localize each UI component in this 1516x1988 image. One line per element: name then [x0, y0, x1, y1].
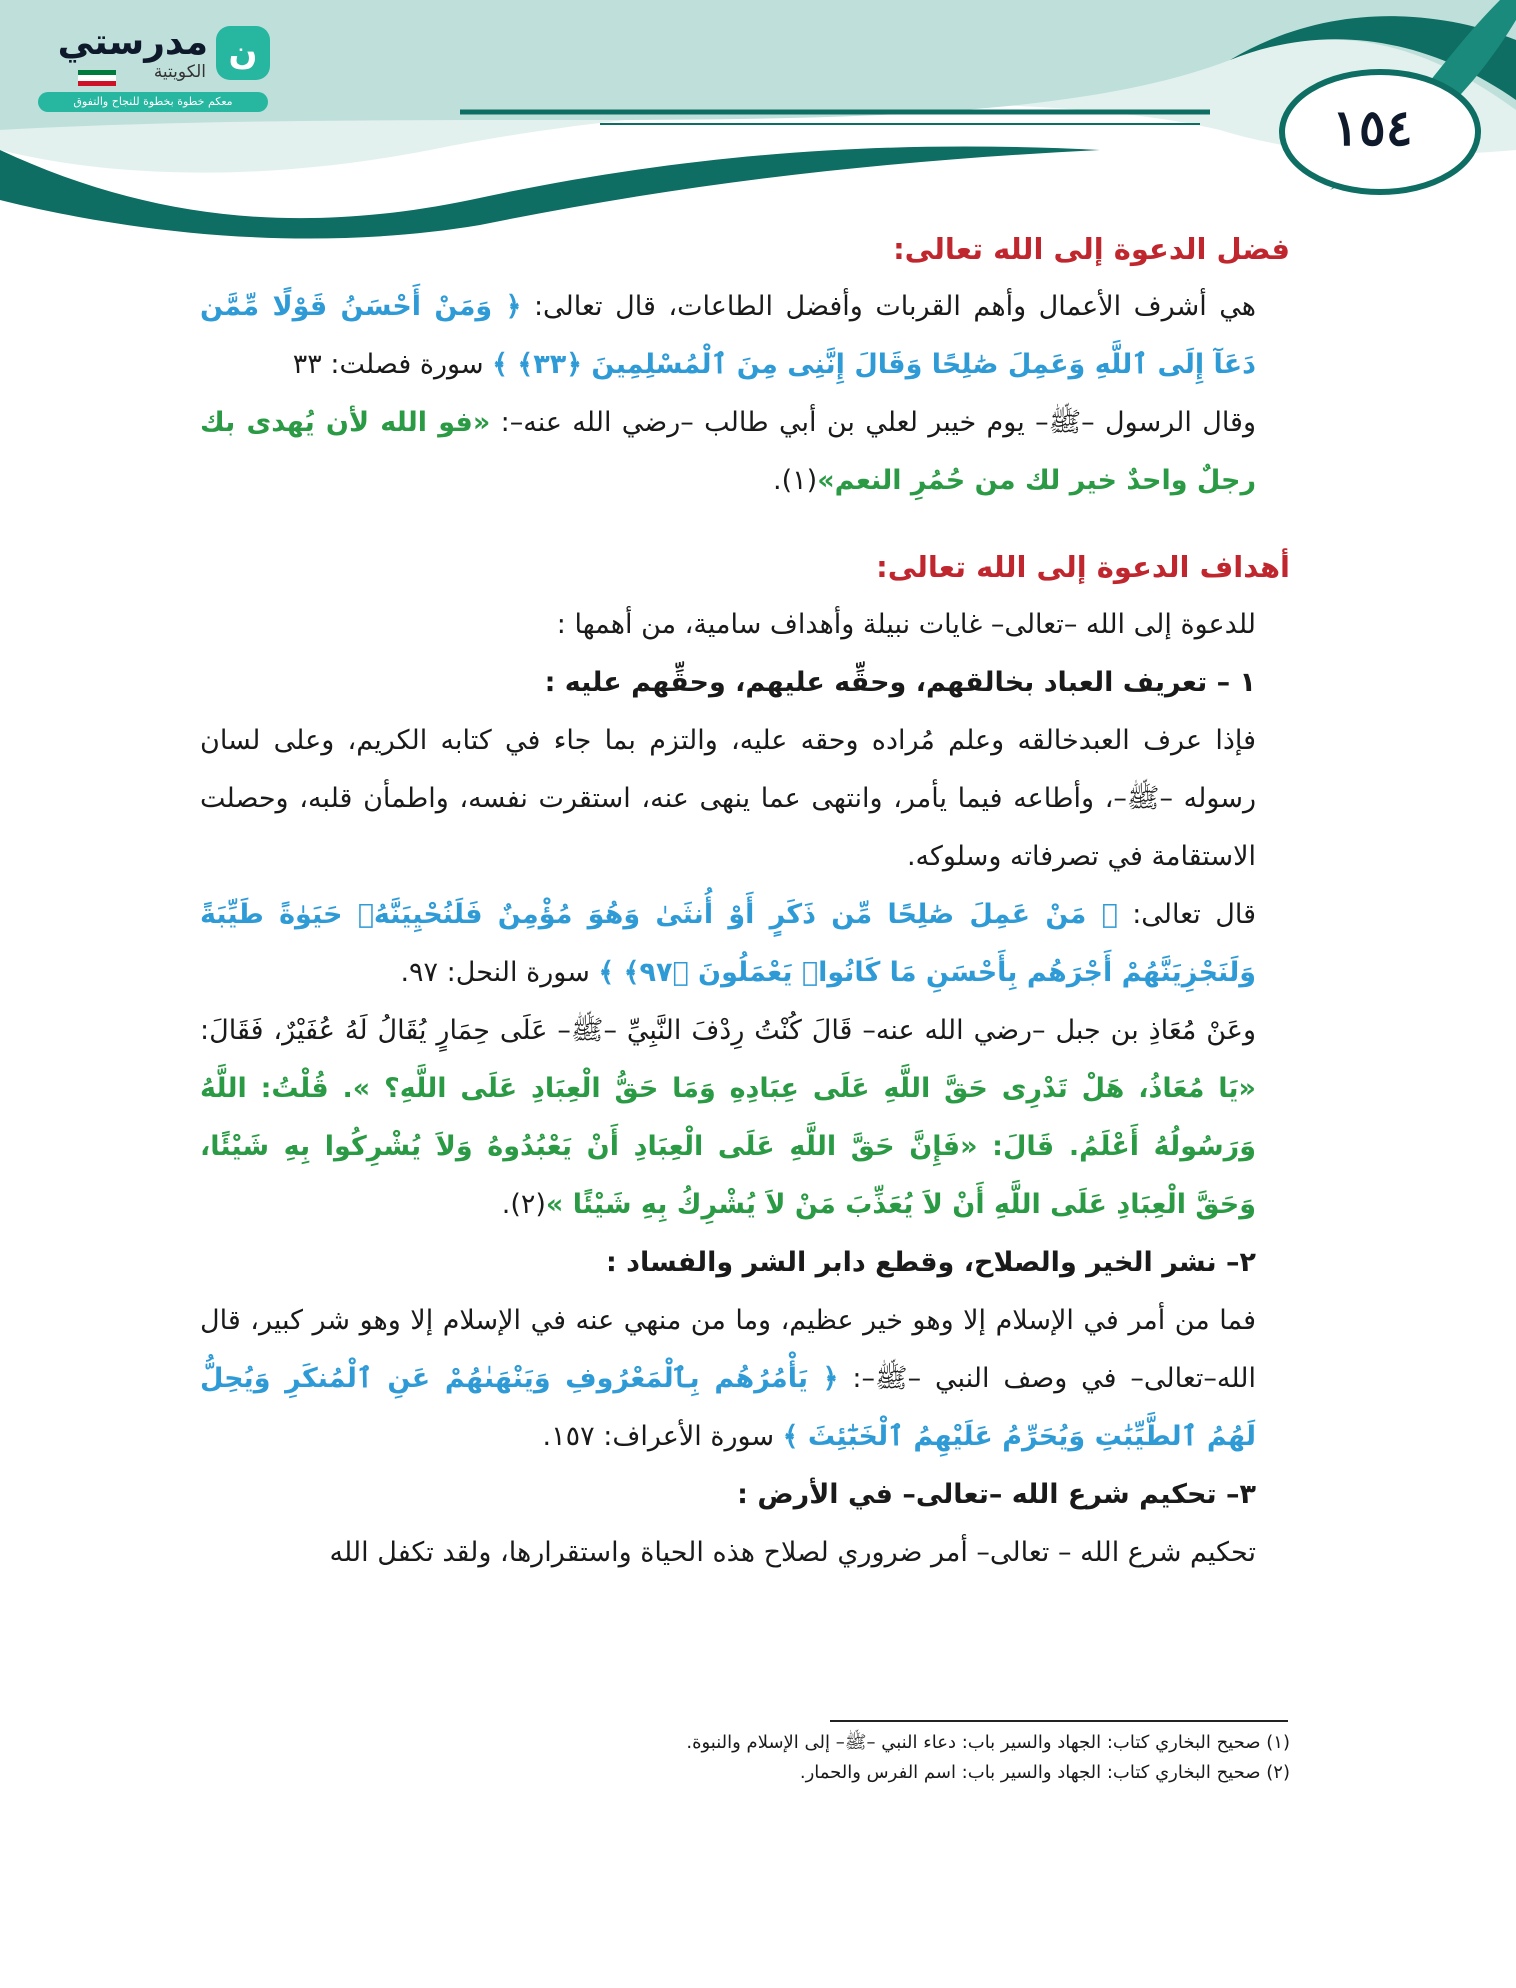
- section-virtue: [200, 232, 1290, 510]
- goal-2-title: ٢– نشر الخير والصلاح، وقطع دابر الشر والفساد :: [605, 1247, 1256, 1278]
- paragraph-text: وقال الرسول –ﷺ– يوم خيبر لعلي بن أبي طالب –رضي الله عنه–:: [490, 407, 1256, 438]
- goal-1-body: فإذا عرف العبدخالقه وعلم مُراده وحقه عليه، والتزم بما جاء في كتابه الكريم، وعلى لسان رسوله –ﷺ–، وأطاعه فيما يأمر، وانتهى عما ينهى عنه، استقرت نفسه، واطمأن قلبه، وحصلت الاستقامة في تصرفاته وسلوكه.: [200, 725, 1256, 872]
- goal-3-title: ٣– تحكيم شرع الله –تعالى– في الأرض :: [737, 1479, 1256, 1510]
- site-logo[interactable]: [38, 22, 268, 110]
- paragraph-text: قال تعالى:: [1117, 899, 1256, 930]
- goals-intro: للدعوة إلى الله –تعالى– غايات نبيلة وأهداف سامية، من أهمها :: [556, 609, 1256, 640]
- verse-reference: سورة النحل: ٩٧.: [400, 957, 599, 988]
- footnotes: [200, 1728, 1290, 1788]
- goal-1-title: ١ – تعريف العباد بخالقهم، وحقِّه عليهم، وحقِّهم عليه :: [544, 667, 1256, 698]
- page-number: ١٥٤: [1332, 98, 1413, 157]
- kuwait-flag-icon: [78, 70, 116, 86]
- goal-1-verse: [200, 886, 1290, 1002]
- logo-tagline: معكم خطوة بخطوة للنجاح والتفوق: [38, 92, 268, 112]
- logo-subtitle: الكويتية: [153, 62, 206, 82]
- verse-reference: سورة فصلت: ٣٣: [292, 349, 493, 380]
- page-content: [200, 232, 1290, 1622]
- footnote-marker: (٢).: [501, 1189, 546, 1220]
- paragraph-text: وعَنْ مُعَاذِ بن جبل –رضي الله عنه– قَالَ كُنْتُ رِدْفَ النَّبِيِّ –ﷺ– عَلَى حِمَارٍ يُقَالُ لَهُ عُفَيْرٌ، فَقَالَ:: [200, 1015, 1256, 1046]
- footnote-divider: [830, 1720, 1288, 1722]
- quran-verse: ﴿ وَمَنْ أَحْسَنُ قَوْلًا مِّمَّن دَعَآ إِلَى ٱللَّهِ وَعَمِلَ صَٰلِحًا وَقَالَ إِنَّنِى مِنَ ٱلْمُسْلِمِينَ ﴿٣٣﴾ ﴾: [200, 291, 1256, 380]
- goal-3-body: تحكيم شرع الله – تعالى– أمر ضروري لصلاح هذه الحياة واستقرارها، ولقد تكفل الله: [329, 1537, 1256, 1568]
- logo-name: مدرستي: [57, 22, 208, 63]
- paragraph-text: هي أشرف الأعمال وأهم القربات وأفضل الطاعات، قال تعالى:: [521, 291, 1256, 322]
- paragraph-virtue-2: [200, 394, 1290, 510]
- section-title-goals: أهداف الدعوة إلى الله تعالى:: [876, 550, 1290, 584]
- logo-badge-icon: ن: [216, 26, 270, 80]
- footnote-marker: (١).: [773, 465, 818, 496]
- hadith-text: «فو الله لأن يُهدى بك رجلٌ واحدٌ خير لك من حُمُرِ النعم»: [200, 407, 1256, 496]
- goal-1-hadith: [200, 1002, 1290, 1234]
- footnote-2: (٢) صحيح البخاري كتاب: الجهاد والسير باب: اسم الفرس والحمار.: [799, 1762, 1290, 1783]
- goal-2-body: [200, 1292, 1290, 1466]
- section-title-virtue: فضل الدعوة إلى الله تعالى:: [893, 232, 1290, 266]
- section-goals: [200, 550, 1290, 1582]
- quran-verse: ﴿ مَنْ عَمِلَ صَٰلِحًا مِّن ذَكَرٍ أَوْ أُنثَىٰ وَهُوَ مُؤْمِنٌ فَلَنُحْيِيَنَّهُۥ حَيَوٰةً طَيِّبَةً وَلَنَجْزِيَنَّهُمْ أَجْرَهُم بِأَحْسَنِ مَا كَانُوا۟ يَعْمَلُونَ ﴿٩٧﴾ ﴾: [200, 899, 1256, 988]
- paragraph-text: فما من أمر في الإسلام إلا وهو خير عظيم، وما من منهي عنه في الإسلام إلا وهو شر كبير، قال الله–تعالى– في وصف النبي –ﷺ–:: [200, 1305, 1256, 1394]
- hadith-text: «يَا مُعَاذُ، هَلْ تَدْرِى حَقَّ اللَّهِ عَلَى عِبَادِهِ وَمَا حَقُّ الْعِبَادِ عَلَى اللَّهِ؟ ». قُلْتُ: اللَّهُ وَرَسُولُهُ أَعْلَمُ. قَالَ: «فَإِنَّ حَقَّ اللَّهِ عَلَى الْعِبَادِ أَنْ يَعْبُدُوهُ وَلاَ يُشْرِكُوا بِهِ شَيْئًا، وَحَقَّ الْعِبَادِ عَلَى اللَّهِ أَنْ لاَ يُعَذِّبَ مَنْ لاَ يُشْرِكُ بِهِ شَيْئًا »: [200, 1073, 1256, 1220]
- footnote-1: (١) صحيح البخاري كتاب: الجهاد والسير باب: دعاء النبي –ﷺ– إلى الإسلام والنبوة.: [686, 1732, 1290, 1753]
- quran-verse: ﴿ يَأْمُرُهُم بِٱلْمَعْرُوفِ وَيَنْهَىٰهُمْ عَنِ ٱلْمُنكَرِ وَيُحِلُّ لَهُمُ ٱلطَّيِّبَٰتِ وَيُحَرِّمُ عَلَيْهِمُ ٱلْخَبَٰٓئِثَ ﴾: [200, 1363, 1256, 1452]
- verse-reference: سورة الأعراف: ١٥٧.: [542, 1421, 783, 1452]
- paragraph-virtue-1: [200, 278, 1290, 394]
